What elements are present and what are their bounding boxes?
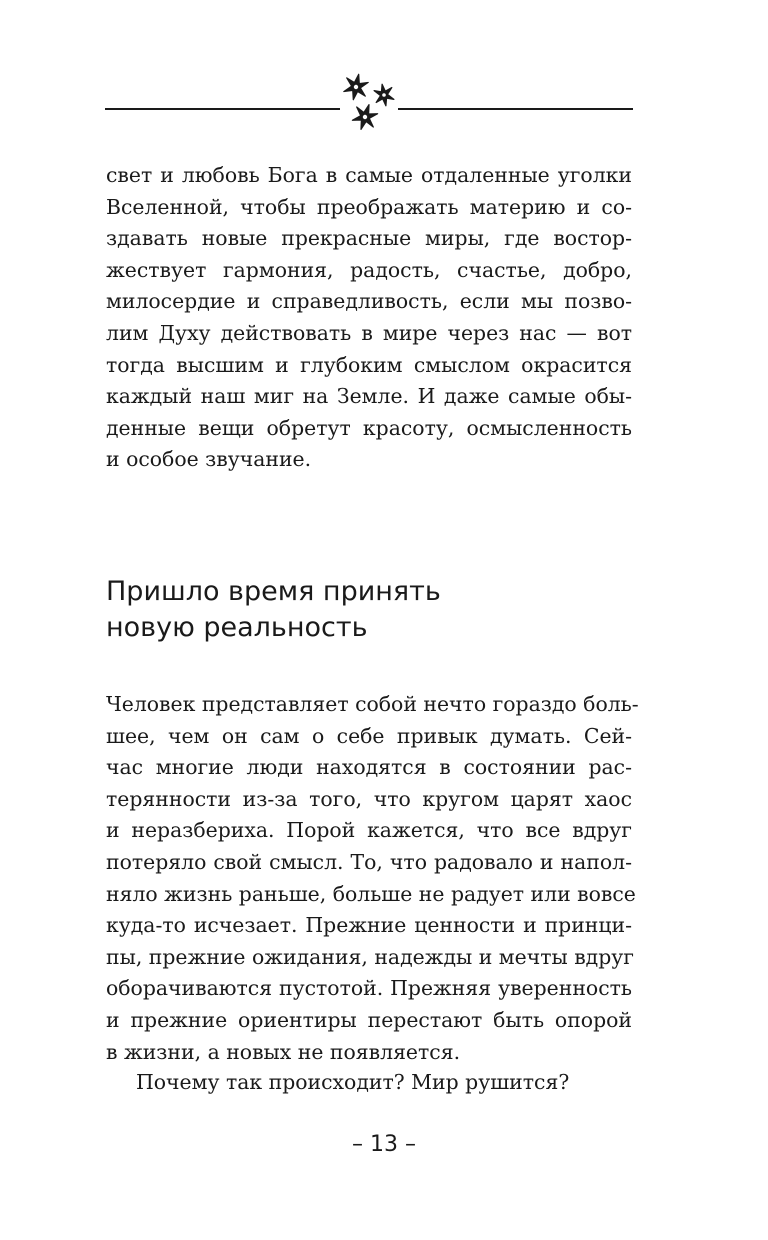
text-line: и прежние ориентиры перестают быть опорой xyxy=(106,1007,632,1032)
text-line: Человек представляет собой нечто гораздо боль- xyxy=(106,692,639,716)
body-paragraph-1 xyxy=(106,160,632,476)
heading-line: новую реальность xyxy=(106,612,368,643)
heading-line: Пришло время принять xyxy=(106,576,441,607)
ornament-rule-right xyxy=(398,108,633,110)
text-line: пы, прежние ожидания, надежды и мечты вдруг xyxy=(106,944,634,969)
text-line: час многие люди находятся в состоянии рас- xyxy=(106,755,632,780)
text-line: свет и любовь Бога в самые отдаленные уголки xyxy=(106,163,632,187)
section-heading xyxy=(106,574,632,646)
text-line: лим Духу действовать в мире через нас — вот xyxy=(106,320,632,345)
text-line: оборачиваются пустотой. Прежняя уверенность xyxy=(106,976,632,1001)
text-line: здавать новые прекрасные миры, где востор- xyxy=(106,226,632,251)
text-line: тогда высшим и глубоким смыслом окрасится xyxy=(106,352,632,377)
text-line: и особое звучание. xyxy=(106,447,312,472)
text-line: потеряло свой смысл. То, что радовало и напол- xyxy=(106,849,632,874)
text-line: куда-то исчезает. Прежние ценности и принци- xyxy=(106,913,632,938)
text-line: жествует гармония, радость, счастье, добро, xyxy=(106,257,632,282)
ornament-rule-left xyxy=(105,108,340,110)
body-paragraph-2 xyxy=(106,689,639,1068)
body-paragraph-3 xyxy=(106,1067,632,1099)
text-line: няло жизнь раньше, больше не радует или вовсе xyxy=(106,881,636,906)
text-line: денные вещи обретут красоту, осмысленность xyxy=(106,415,632,440)
text-line: Вселенной, чтобы преображать материю и со- xyxy=(106,194,632,219)
header-ornament xyxy=(105,72,633,134)
text-line: милосердие и справедливость, если мы позво- xyxy=(106,289,632,314)
text-line: в жизни, а новых не появляется. xyxy=(106,1039,461,1064)
text-line: и неразбериха. Порой кажется, что все вдруг xyxy=(106,818,632,843)
text-line: Почему так происходит? Мир рушится? xyxy=(136,1070,570,1094)
page-number: – 13 – xyxy=(352,1132,416,1157)
text-line: терянности из-за того, что кругом царят хаос xyxy=(106,786,632,811)
text-line: шее, чем он сам о себе привык думать. Сей- xyxy=(106,723,632,748)
three-stars-icon xyxy=(340,72,398,134)
text-line: каждый наш миг на Земле. И даже самые обы- xyxy=(106,384,632,409)
